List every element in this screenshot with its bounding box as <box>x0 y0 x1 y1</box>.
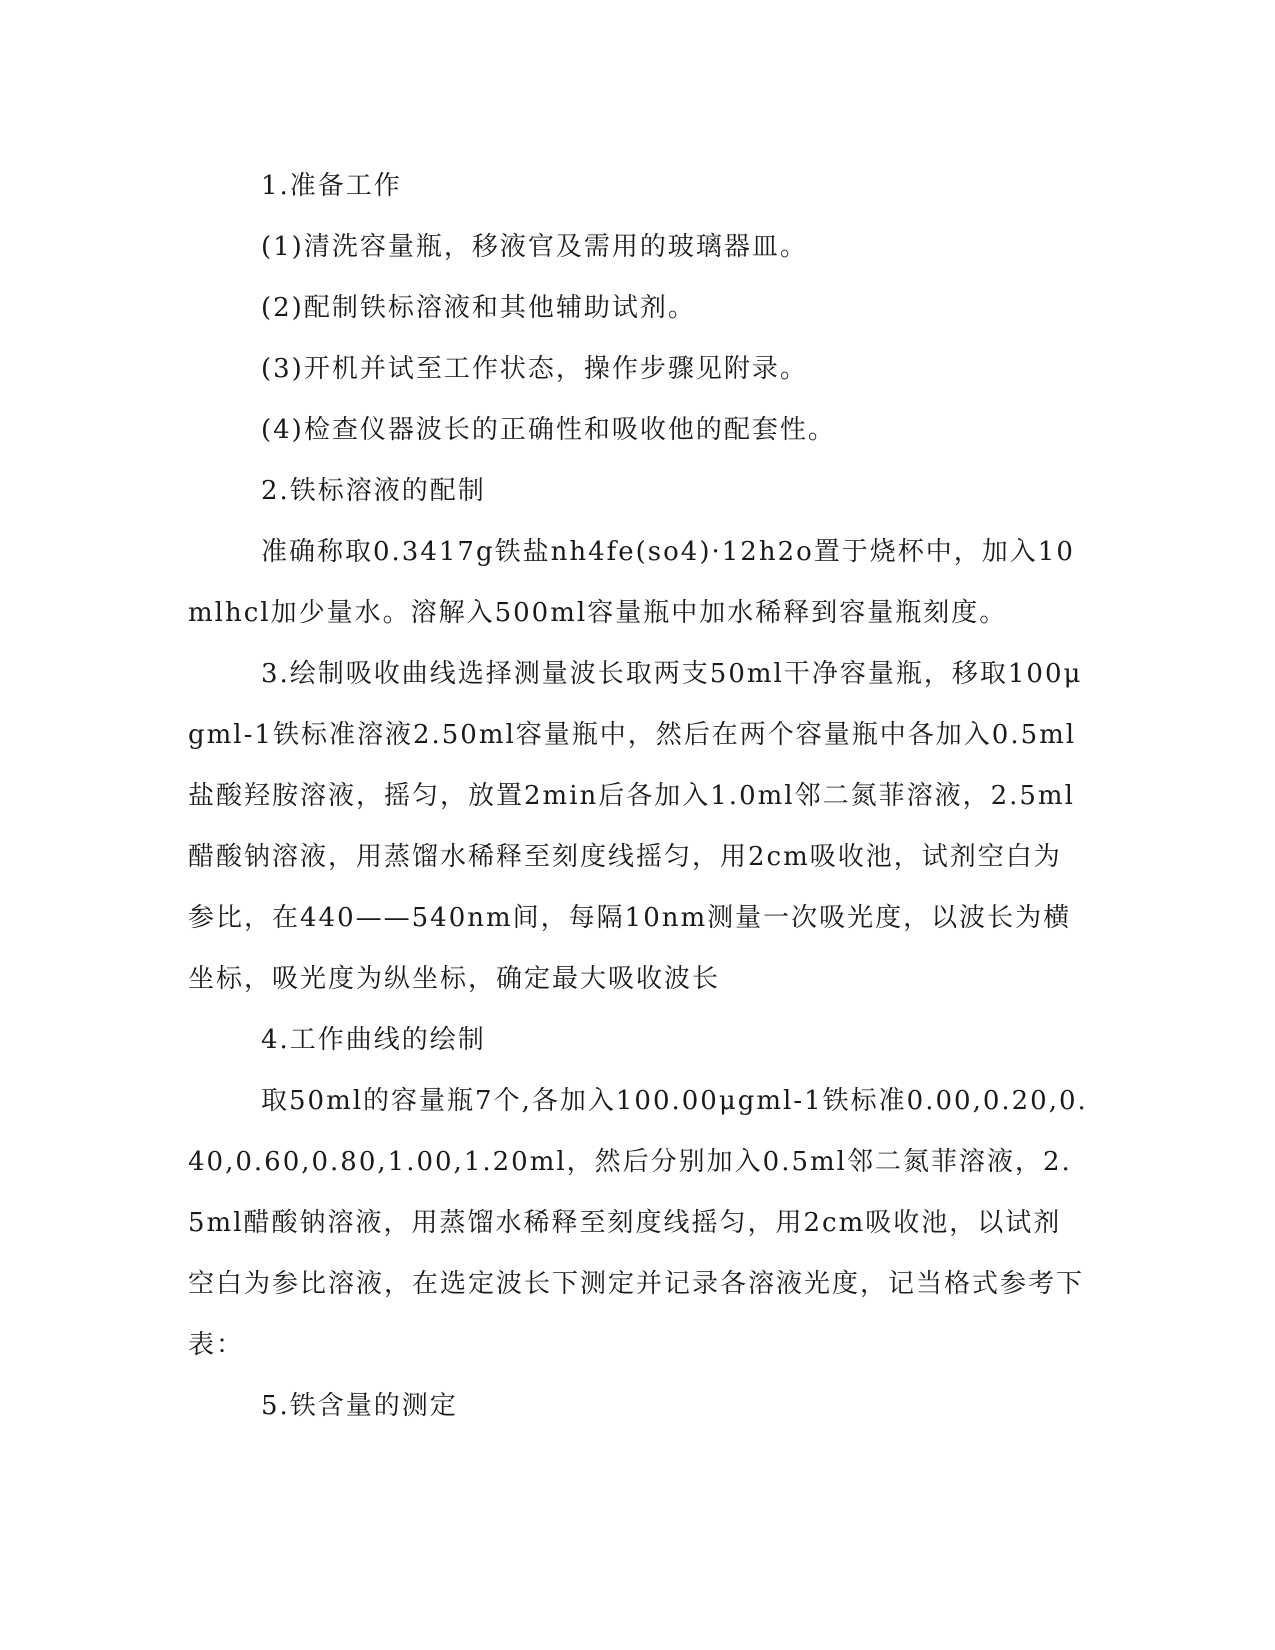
heading-iron-determination: 5.铁含量的测定 <box>261 1391 458 1421</box>
step-start-instrument: (3)开机并试至工作状态，操作步骤见附录。 <box>261 354 808 384</box>
step-clean-glassware: (1)清洗容量瓶，移液官及需用的玻璃器皿。 <box>261 232 808 262</box>
paragraph-iron-standard: 准确称取0.3417g铁盐nh4fe(so4)·12h2o置于烧杯中，加入10mlhcl加少量水。溶解入500ml容量瓶中加水稀释到容量瓶刻度。 <box>188 537 1075 628</box>
paragraph-working-curve: 取50ml的容量瓶7个,各加入100.00μgml-1铁标准0.00,0.20,0.40,0.60,0.80,1.00,1.20ml，然后分别加入0.5ml邻二氮菲溶液，2.5ml醋酸钠溶液，用蒸馏水稀释至刻度线摇匀，用2cm吸收池，以试剂空白为参比溶液，在选定波长下测定并记录各溶液光度，记当格式参考下表： <box>188 1086 1088 1360</box>
heading-preparation: 1.准备工作 <box>261 171 402 201</box>
paragraph-absorption-curve: 3.绘制吸收曲线选择测量波长取两支50ml干净容量瓶，移取100μgml-1铁标准溶液2.50ml容量瓶中，然后在两个容量瓶中各加入0.5ml盐酸羟胺溶液，摇匀，放置2min后各加入1.0ml邻二氮菲溶液，2.5ml醋酸钠溶液，用蒸馏水稀释至刻度线摇匀，用2cm吸收池，试剂空白为参比，在440——540nm间，每隔10nm测量一次吸光度，以波长为横坐标，吸光度为纵坐标，确定最大吸收波长 <box>188 659 1083 994</box>
step-prepare-solutions: (2)配制铁标溶液和其他辅助试剂。 <box>261 293 696 323</box>
heading-iron-standard: 2.铁标溶液的配制 <box>261 476 486 506</box>
step-check-instrument: (4)检查仪器波长的正确性和吸收他的配套性。 <box>261 415 836 445</box>
document-body <box>188 156 1088 1437</box>
heading-working-curve: 4.工作曲线的绘制 <box>261 1025 486 1055</box>
